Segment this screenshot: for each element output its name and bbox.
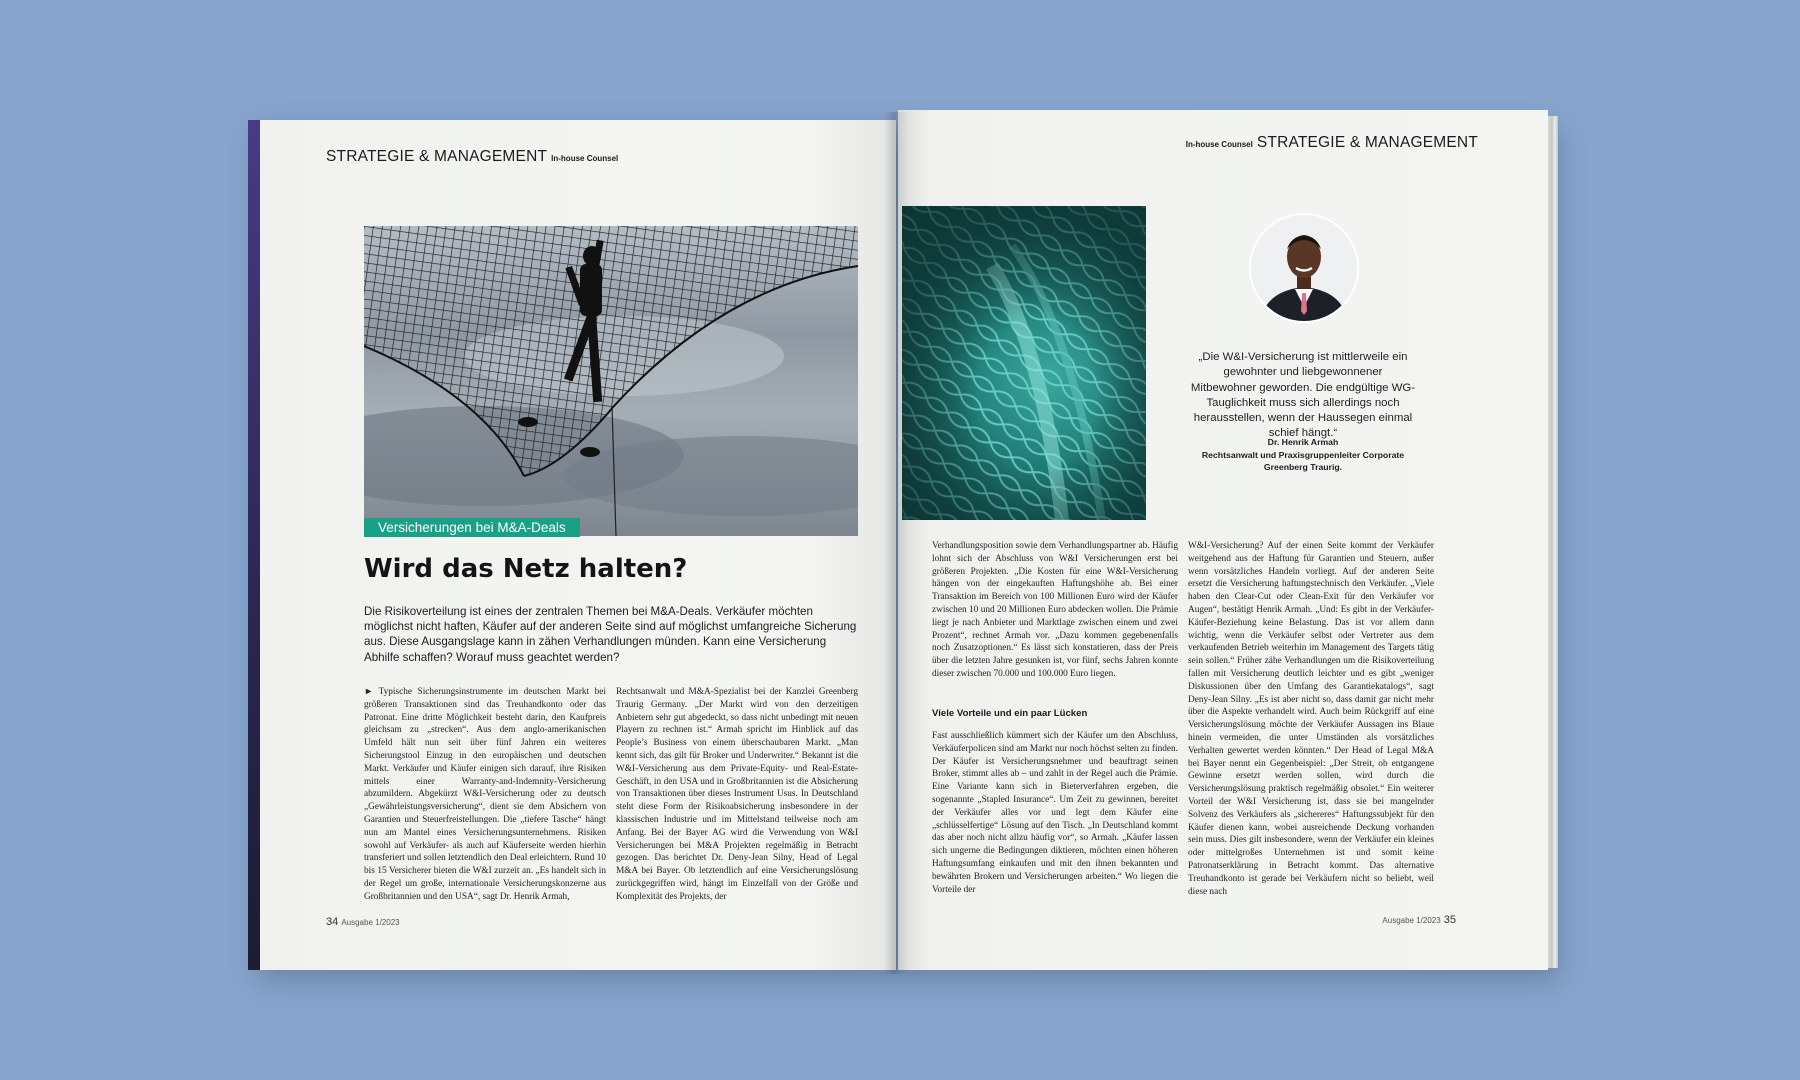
fishing-net-photo: [902, 206, 1146, 520]
subsection-title: In-house Counsel: [1185, 140, 1253, 149]
text-column-3a: Verhandlungsposition sowie dem Verhandlungspartner ab. Häufig lohnt sich der Abschluss von W&I Versicherungen erst bei größeren Projekten. „Die Kosten für eine W&I-Versicherung hängen von der eingekauften Haftungshöhe ab. Bei einer Transaktion im Bereich von 100 Millionen Euro wird der Käufer zwischen 10 und 20 Millionen Euro abdecken wollen. Die Prämie liegt je nach Anbieter und Marktlage zwischen einem und zwei Prozent“, rechnet Armah vor. „Dazu kommen gegebenenfalls noch Zusatzoptionen.“ Es lässt sich konstatieren, dass der Preis über die letzten Jahre gesunken ist, vor fünf, sechs Jahren konnte dieser zwischen 70.000 und 100.000 Euro liegen.: [932, 541, 1178, 679]
quote-attribution: [1190, 436, 1416, 474]
quote-title-line-2: Greenberg Traurig.: [1263, 462, 1343, 472]
issue-label: Ausgabe 1/2023: [341, 918, 400, 927]
net-climber-illustration: [364, 226, 858, 536]
pull-quote: „Die W&I-Versicherung ist mittlerweile ein gewohnter und liebgewonnener Mitbewohner geworden. Die endgültige WG-Tauglichkeit muss sich allerdings noch herausstellen, wenn der Haussegen einmal schief hängt.“: [1190, 351, 1416, 440]
right-section-header: [1182, 134, 1478, 152]
right-page: [898, 110, 1548, 970]
quote-title-line-1: Rechtsanwalt und Praxisgruppenleiter Corporate: [1201, 449, 1405, 460]
section-title: STRATEGIE & MANAGEMENT: [326, 148, 548, 165]
text-column-3b: Fast ausschließlich kümmert sich der Käufer um den Abschluss, Verkäuferpolicen sind am Markt nur noch höchst selten zu finden. Der Käufer ist Versicherungsnehmer und beauftragt seinen Broker, stimmt alles ab – und zahlt in der Regel auch die Prämie. Eine Variante kann sich in Bieterverfahren ergeben, die sogenannte „Stapled Insurance“. Um Zeit zu gewinnen, bereitet der Verkäufer alles vor und legt dem Käufer eine „schlüsselfertige“ Lösung auf den Tisch. „In Deutschland kommt das aber noch nicht allzu häufig vor“, so Armah. „Käufer lassen sich ungerne die Bedingungen diktieren, möchten einen höheren Haftungsumfang einkaufen und mit den ihnen bekannten und bewährten Brokern und Versicherungen arbeiten.“ Wo liegen die Vorteile der: [932, 731, 1178, 895]
issue-label: Ausgabe 1/2023: [1382, 916, 1441, 925]
portrait-illustration: [1251, 215, 1357, 321]
text-column-4: W&I-Versicherung? Auf der einen Seite kommt der Verkäufer weitgehend aus der Haftung für Garantien und Steuern, außer wenn vorsätzliches Handeln vorliegt. Auf der anderen Seite ersetzt die Versicherung haftungstechnisch den Verkäufer. „Viele haben den Clear-Cut oder Clean-Exit für den Verkäufer vor Augen“, bestätigt Henrik Armah. „Und: Es gibt in der Verkäufer-Käufer-Beziehung keine Belastung. Das ist vor allem dann wichtig, wenn die Verkäufer selbst oder Vertreter aus dem verkaufenden Betrieb weiterhin im Management des Targets tätig sein sollen.“ Früher zähe Verhandlungen um die Risikoverteilung fallen mit Versicherung deutlich leichter und es gibt „weniger Diskussionen über den Umfang des Garantiekatalogs“, sagt Deny-Jean Silny. „Es ist aber nicht so, dass damit gar nicht mehr über die Aspekte verhandelt wird. Auch beim Rückgriff auf eine Versicherungslösung möchte der Verkäufer Aussagen ins Blaue hinein vermeiden, die unter Umständen als vorsätzliches Verhalten gewertet werden könnten.“ Der Head of Legal M&A bei Bayer nennt ein Gegenbeispiel: „Der Streit, ob entgangene Gewinne ersetzt werden sollen, wird durch die Versicherungslösung praktisch regelmäßig obsolet.“ Ein weiterer Vorteil der W&I Versicherung ist, dass sie bei mangelnder Solvenz des Verkäufers als „sichereres“ Haftungssubjekt für den Käufer dienen kann, wobei ausreichende Deckung vorhanden sein muss. Dies gilt insbesondere, wenn der Verkäufer ein kleines oder mittelgroßes Unternehmen ist und somit keine Patronatserklärung in Betracht kommt. Das alternative Treuhandkonto ist gerade bei Verkäufern nicht so beliebt, weil diese nach: [1188, 541, 1434, 896]
left-folio: [326, 916, 400, 928]
article-subhead: Viele Vorteile und ein paar Lücken: [932, 708, 1088, 719]
left-page: [260, 120, 896, 970]
text-column-1: ► Typische Sicherungsinstrumente im deutschen Markt bei größeren Transaktionen sind das Treuhandkonto oder das Patronat. Eine dritte Möglichkeit besteht darin, den Kaufpreis gleichsam zu „strecken“. Aus dem anglo-amerikanischen Umfeld hält nun seit über fünf Jahren ein weiteres Sicherungstool Einzug in den europäischen und deutschen Markt. Verkäufer und Käufer einigen sich darauf, ihre Risiken mittels einer Warranty-and-Indemnity-Versicherung abzumildern. Abgekürzt W&I-Versicherung oder zu deutsch „Gewährleistungsversicherung“, dient sie dem Absichern von Garantien und Steuerfreistellungen. Die „tiefere Tasche“ hängt nun am Mantel eines Versicherungsunternehmens. Risiken sowohl auf Verkäufer- als auch auf Käuferseite werden hierhin transferiert und sollen letztendlich den Deal erleichtern. Rund 10 bis 15 Versicherer bieten die W&I zurzeit an. „Es handelt sich in der Regel um große, internationale Versicherungskonzerne aus Großbritannien und den USA“, sagt Dr. Henrik Armah,: [364, 687, 606, 902]
page-number: 34: [326, 916, 339, 928]
climber-net-photo: [364, 226, 858, 536]
text-column-2: Rechtsanwalt und M&A-Spezialist bei der Kanzlei Greenberg Traurig Germany. „Der Markt wird von den derzeitigen Anbietern sehr gut abgedeckt, so dass nicht unbedingt mit neuen Playern zu rechnen ist.“ Armah spricht im Hinblick auf das People’s Business von einem überschaubaren Markt. „Man kennt sich, das gilt für Broker und Underwriter.“ Bekannt ist die W&I-Versicherung aus dem Private-Equity- und Real-Estate-Geschäft, in den USA und in Großbritannien ist die Absicherung von Transaktionen über dieses Instrument Usus. In Deutschland steht diese Form der Risikoabsicherung insbesondere in der klassischen Industrie und im Mittelstand teilweise noch am Anfang. Bei der Bayer AG wird die Verwendung von W&I Versicherungen bei M&A Projekten regelmäßig in Betracht gezogen. Das berichtet Dr. Deny-Jean Silny, Head of Legal M&A bei Bayer. Ob letztendlich auf eine Versicherungslösung zurückgegriffen wird, hängt im Einzelfall von der Größe und Komplexität des Projekts, der: [616, 687, 858, 902]
page-number: 35: [1443, 914, 1456, 926]
author-portrait: [1249, 213, 1359, 323]
article-headline: Wird das Netz halten?: [364, 554, 688, 584]
left-page-edge: [248, 120, 260, 970]
subsection-title: In-house Counsel: [551, 154, 619, 163]
book-spine: [884, 112, 908, 974]
right-page-edge: [1548, 116, 1558, 968]
section-title: STRATEGIE & MANAGEMENT: [1256, 134, 1478, 151]
left-section-header: [326, 148, 622, 166]
right-folio: [1382, 914, 1456, 926]
quote-name: Dr. Henrik Armah: [1267, 437, 1339, 447]
photo-caption-tag: Versicherungen bei M&A-Deals: [364, 518, 580, 537]
fishing-net-illustration: [902, 206, 1146, 520]
article-lead: Die Risikoverteilung ist eines der zentralen Themen bei M&A-Deals. Verkäufer möchten möglichst nicht haften, Käufer auf der anderen Seite sind auf möglichst umfangreiche Sicherung aus. Diese Ausgangslage kann in zähen Verhandlungen münden. Kann eine Versicherung Abhilfe schaffen? Worauf muss geachtet werden?: [364, 605, 857, 664]
magazine-spread: [248, 106, 1560, 970]
